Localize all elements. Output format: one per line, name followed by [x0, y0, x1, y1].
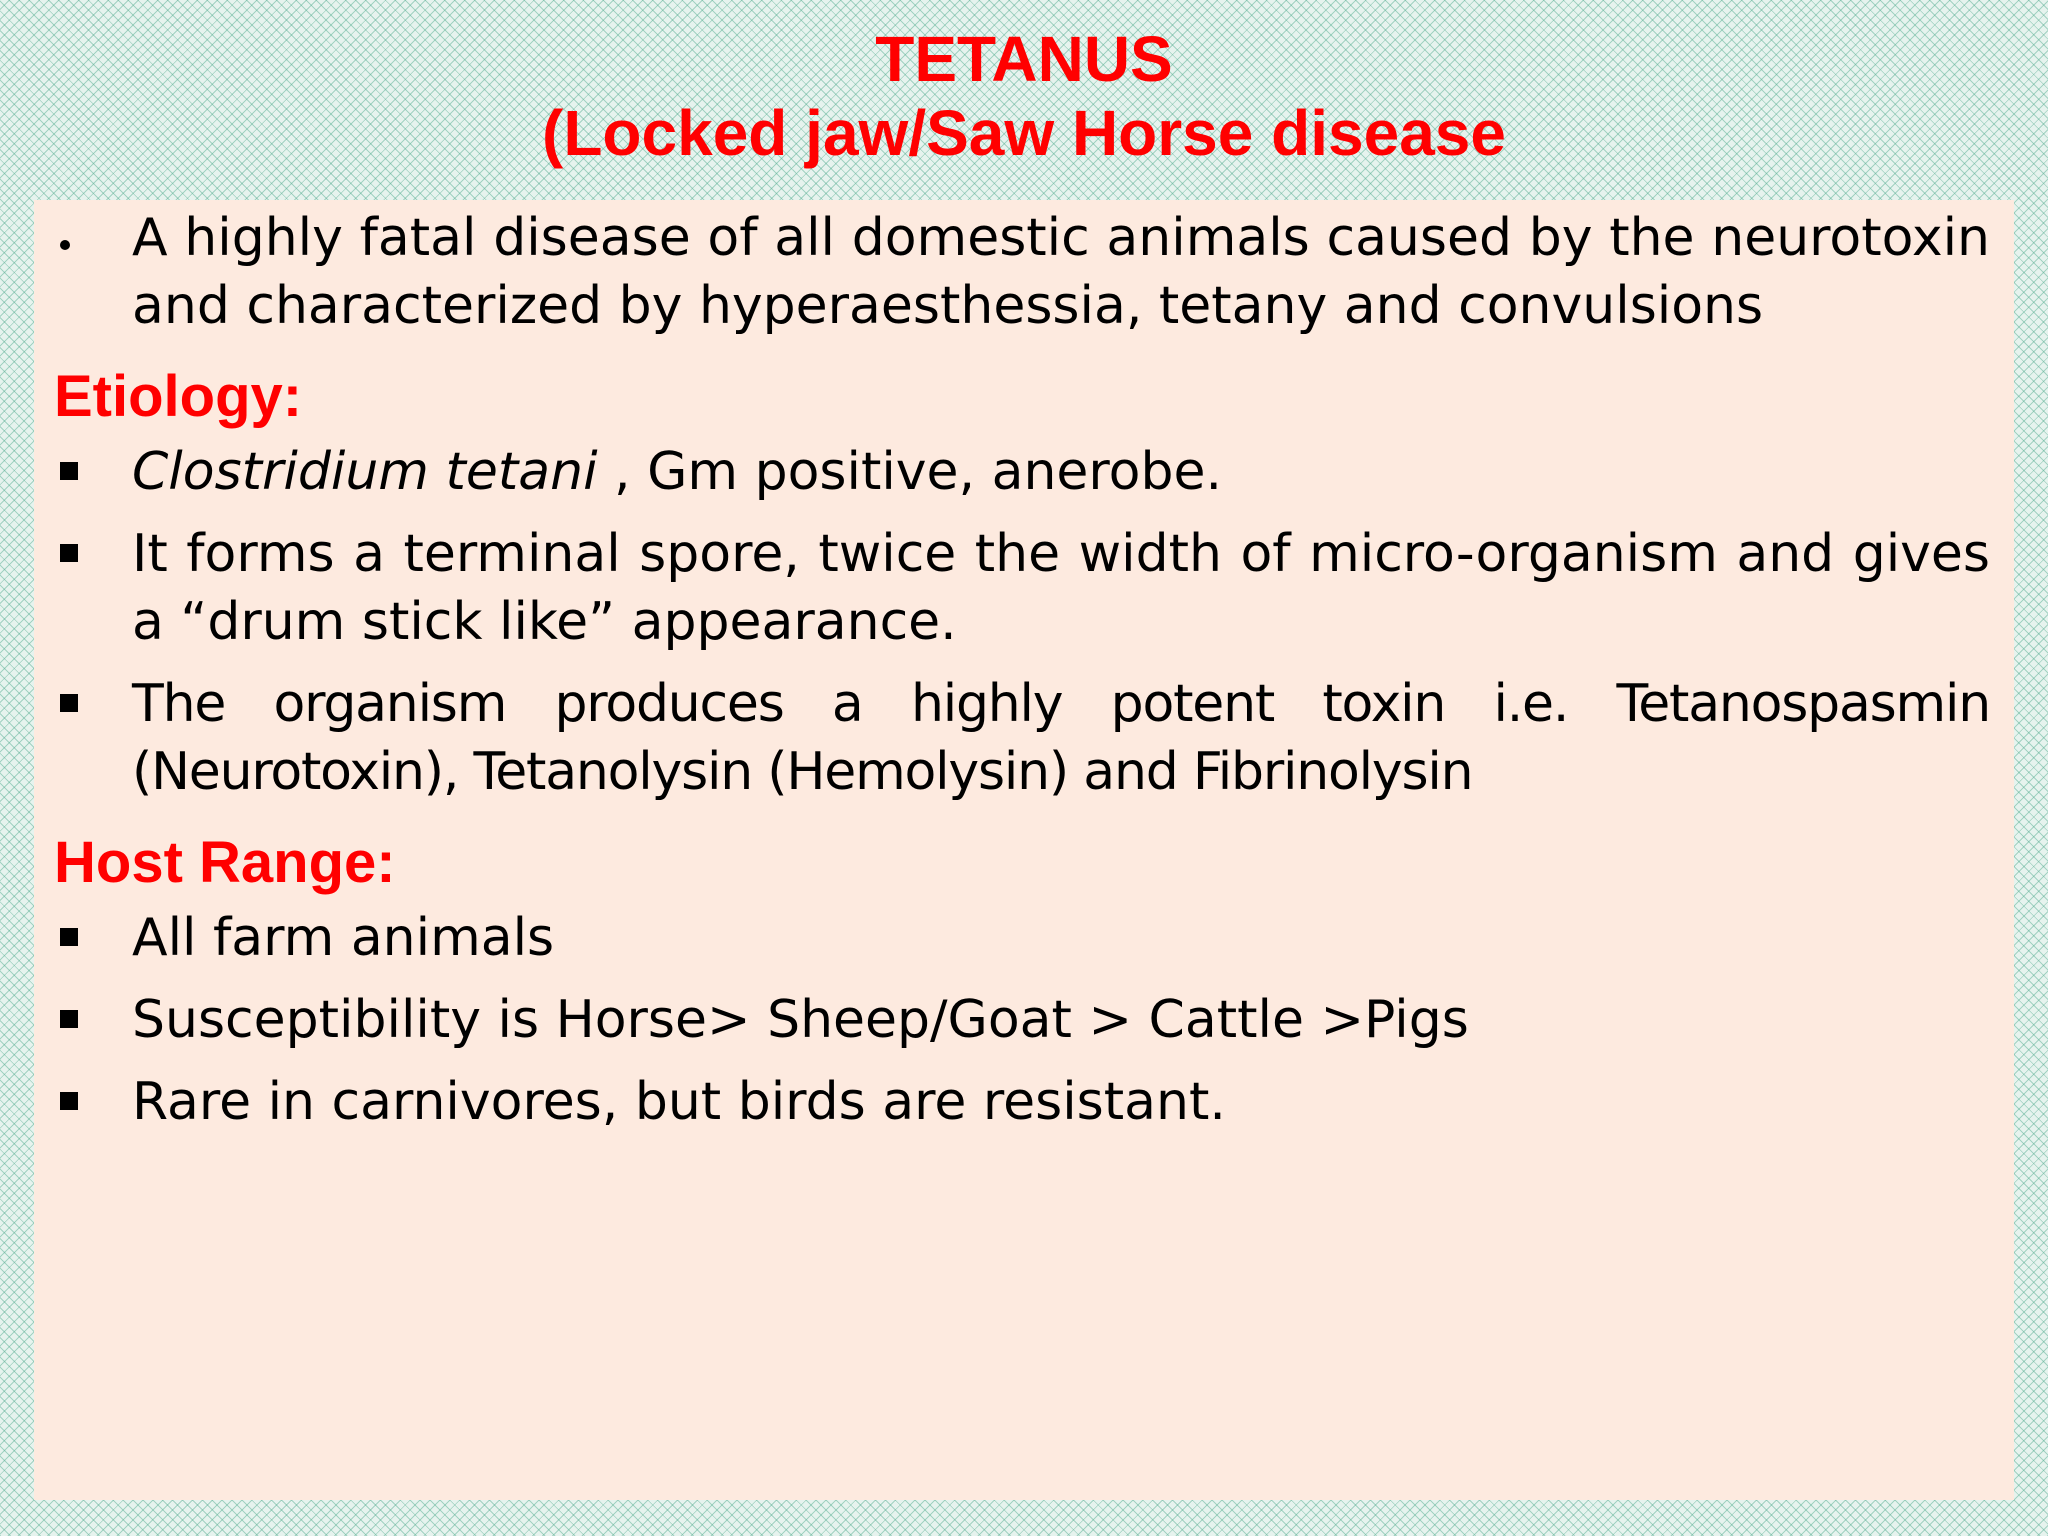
- etiology-item-1-text: , Gm positive, anerobe.: [597, 442, 1222, 502]
- host-range-heading: Host Range:: [54, 830, 396, 895]
- title-line-2: (Locked jaw/Saw Horse disease: [542, 97, 1506, 169]
- host-range-item-3-text: Rare in carnivores, but birds are resistant.: [132, 1072, 1226, 1132]
- slide-content: [54, 204, 1990, 1150]
- host-range-item-1-text: All farm animals: [132, 908, 555, 968]
- etiology-heading: Etiology:: [54, 364, 303, 429]
- square-bullet-icon: [54, 1068, 94, 1136]
- square-bullet-icon: [54, 904, 94, 972]
- etiology-item-2: [54, 520, 1990, 656]
- intro-bullet: [54, 204, 1990, 340]
- host-range-item-2-text: Susceptibility is Horse> Sheep/Goat > Cattle >Pigs: [132, 990, 1469, 1050]
- etiology-item-3: [54, 670, 1990, 806]
- square-bullet-icon: [54, 670, 94, 738]
- host-range-item-2: [54, 986, 1990, 1054]
- title-line-1: TETANUS: [875, 23, 1173, 95]
- intro-bullet-text: A highly fatal disease of all domestic animals caused by the neurotoxin and characterized by hyperaesthessia, tetany and convulsions: [132, 208, 1990, 336]
- square-bullet-icon: [54, 438, 94, 506]
- etiology-item-3-text: The organism produces a highly potent toxin i.e. Tetanospasmin (Neurotoxin), Tetanolysin (Hemolysin) and Fibrinolysin: [132, 674, 1990, 802]
- etiology-item-1: [54, 438, 1990, 506]
- round-bullet-icon: [54, 204, 94, 272]
- slide-title: [0, 22, 2048, 170]
- organism-name: Clostridium tetani: [132, 442, 598, 502]
- host-range-item-3: [54, 1068, 1990, 1136]
- square-bullet-icon: [54, 520, 94, 588]
- etiology-item-2-text: It forms a terminal spore, twice the width of micro-organism and gives a “drum stick like” appearance.: [132, 524, 1990, 652]
- square-bullet-icon: [54, 986, 94, 1054]
- host-range-item-1: [54, 904, 1990, 972]
